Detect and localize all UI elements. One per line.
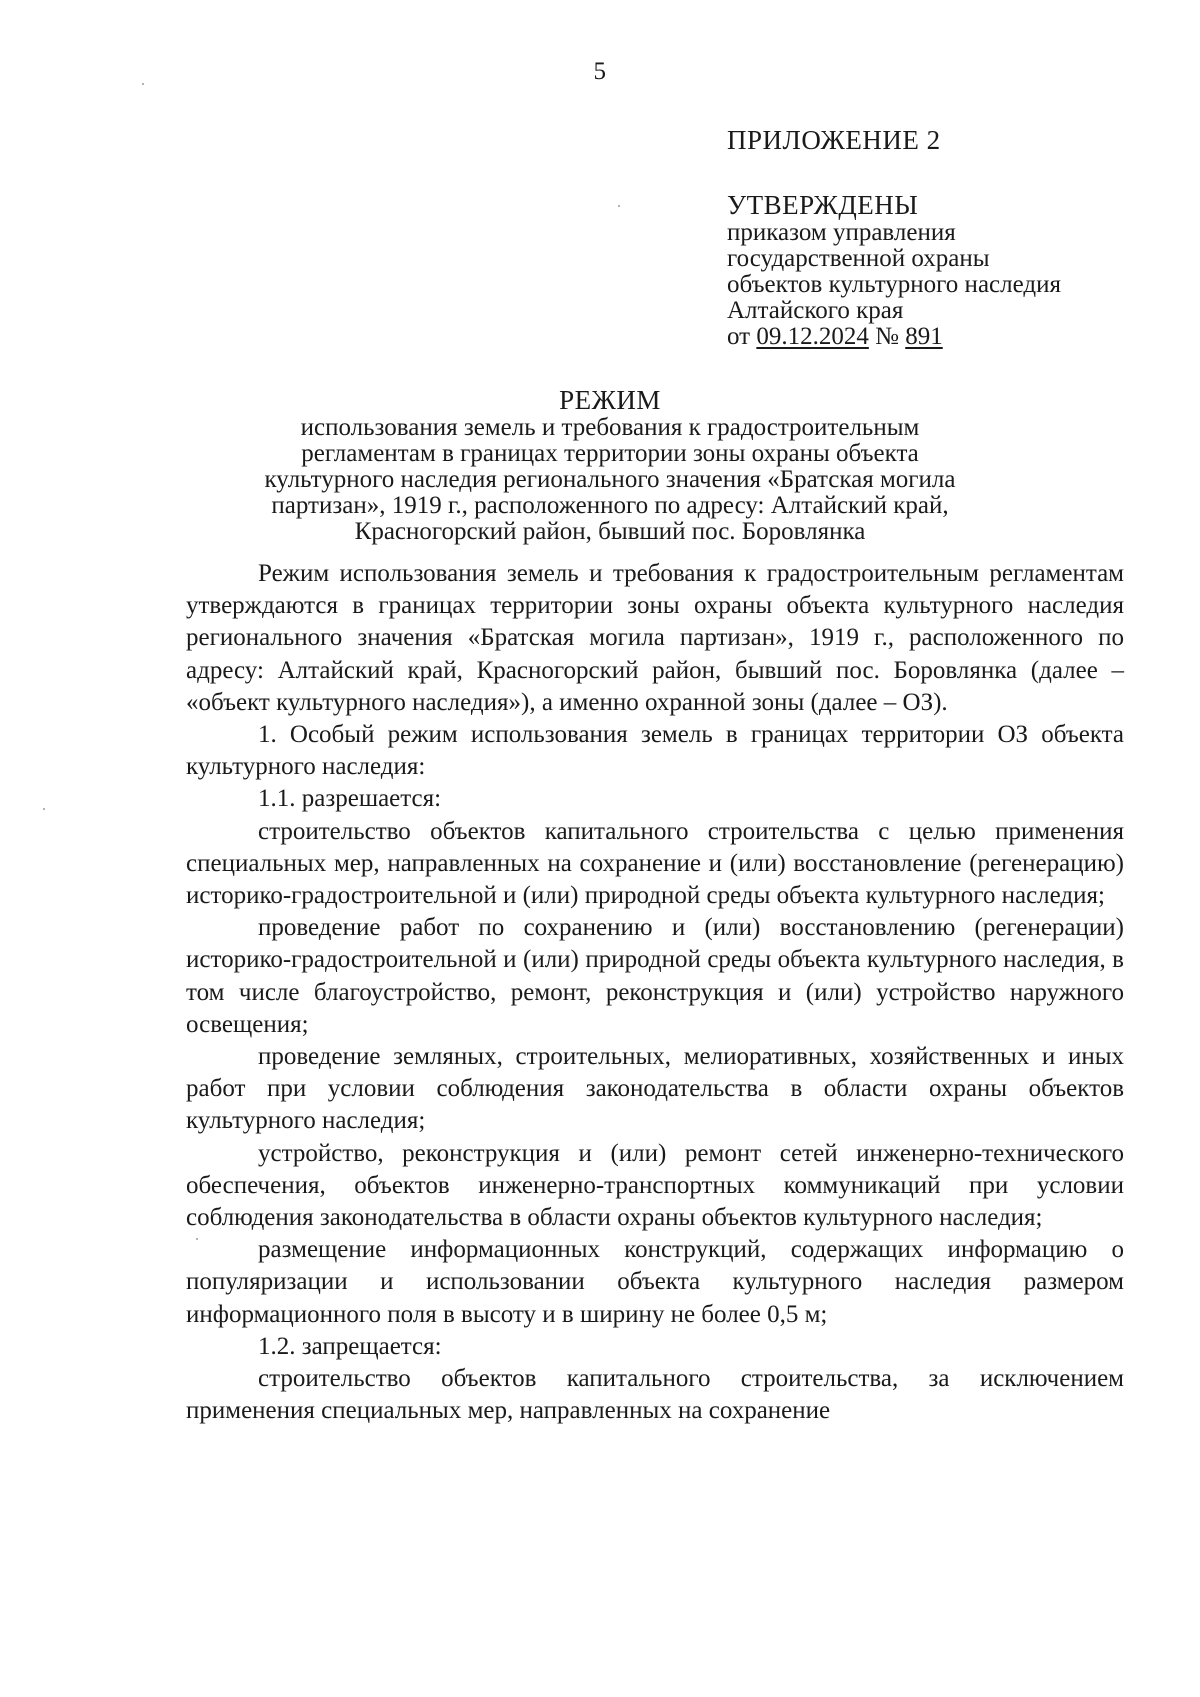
document-body bbox=[186, 558, 1124, 1427]
body-paragraph: строительство объектов капитального строительства с целью применения специальных мер, направленных на сохранение и (или) восстановление (регенерацию) историко-градостроительной и (или) природной среды объекта культурного наследия; bbox=[186, 817, 1124, 910]
scan-artifact bbox=[196, 1238, 198, 1240]
approval-line: Алтайского края bbox=[727, 297, 904, 324]
scan-artifact bbox=[618, 205, 620, 207]
document-title: РЕЖИМ bbox=[559, 385, 661, 415]
approval-date-line bbox=[727, 324, 1061, 350]
approval-line: объектов культурного наследия bbox=[727, 271, 1061, 298]
body-paragraph: проведение земляных, строительных, мелиоративных, хозяйственных и иных работ при условии соблюдения законодательства в области охраны объектов культурного наследия; bbox=[186, 1043, 1124, 1135]
document-subtitle-line: регламентам в границах территории зоны охраны объекта bbox=[301, 440, 919, 467]
approval-line: государственной охраны bbox=[727, 245, 990, 272]
body-paragraph: устройство, реконструкция и (или) ремонт сетей инженерно-технического обеспечения, объектов инженерно-транспортных коммуникаций при условии соблюдения законодательства в области охраны объектов культурного наследия; bbox=[186, 1139, 1124, 1232]
body-paragraph: размещение информационных конструкций, содержащих информацию о популяризации и использовании объекта культурного наследия размером информационного поля в высоту и в ширину не более 0,5 м; bbox=[186, 1236, 1124, 1328]
appendix-heading: ПРИЛОЖЕНИЕ 2 bbox=[727, 125, 941, 155]
document-subtitle-line: использования земель и требования к градостроительным bbox=[300, 414, 920, 441]
scan-artifact bbox=[43, 808, 45, 810]
document-subtitle-line: партизан», 1919 г., расположенного по адресу: Алтайский край, bbox=[271, 492, 949, 519]
body-paragraph: Режим использования земель и требования к градостроительным регламентам утверждаются в границах территории зоны охраны объекта культурного наследия регионального значения «Братская могила партизан», 1919 г., расположенного по адресу: Алтайский край, Красногорский район, бывший пос. Боровлянка (далее – «объект культурного наследия»), а именно охранной зоны (далее – ОЗ). bbox=[186, 560, 1124, 716]
section-heading: 1.2. запрещается: bbox=[258, 1332, 442, 1360]
section-heading: 1.1. разрешается: bbox=[258, 785, 442, 813]
document-subtitle-line: культурного наследия регионального значения «Братская могила bbox=[264, 466, 956, 493]
page-number: 5 bbox=[593, 58, 607, 85]
document-title-block bbox=[160, 385, 1060, 545]
approval-number-sign: № bbox=[868, 323, 906, 350]
body-paragraph: 1. Особый режим использования земель в границах территории ОЗ объекта культурного наследия: bbox=[186, 721, 1124, 781]
approval-line: приказом управления bbox=[727, 219, 956, 246]
approval-block bbox=[727, 190, 1061, 350]
body-paragraph: строительство объектов капитального строительства, за исключением применения специальных мер, направленных на сохранение bbox=[186, 1365, 1124, 1425]
approval-date-prefix: от bbox=[727, 323, 757, 350]
document-subtitle-line: Красногорский район, бывший пос. Боровлянка bbox=[354, 518, 866, 545]
approval-title: УТВЕРЖДЕНЫ bbox=[727, 190, 919, 220]
body-paragraph: проведение работ по сохранению и (или) восстановлению (регенерации) историко-градостроительной и (или) природной среды объекта культурного наследия, в том числе благоустройство, ремонт, реконструкция и (или) устройство наружного освещения; bbox=[186, 914, 1124, 1038]
approval-date: 09.12.2024 bbox=[756, 323, 869, 350]
approval-number: 891 bbox=[905, 323, 943, 350]
scan-artifact bbox=[142, 83, 144, 85]
